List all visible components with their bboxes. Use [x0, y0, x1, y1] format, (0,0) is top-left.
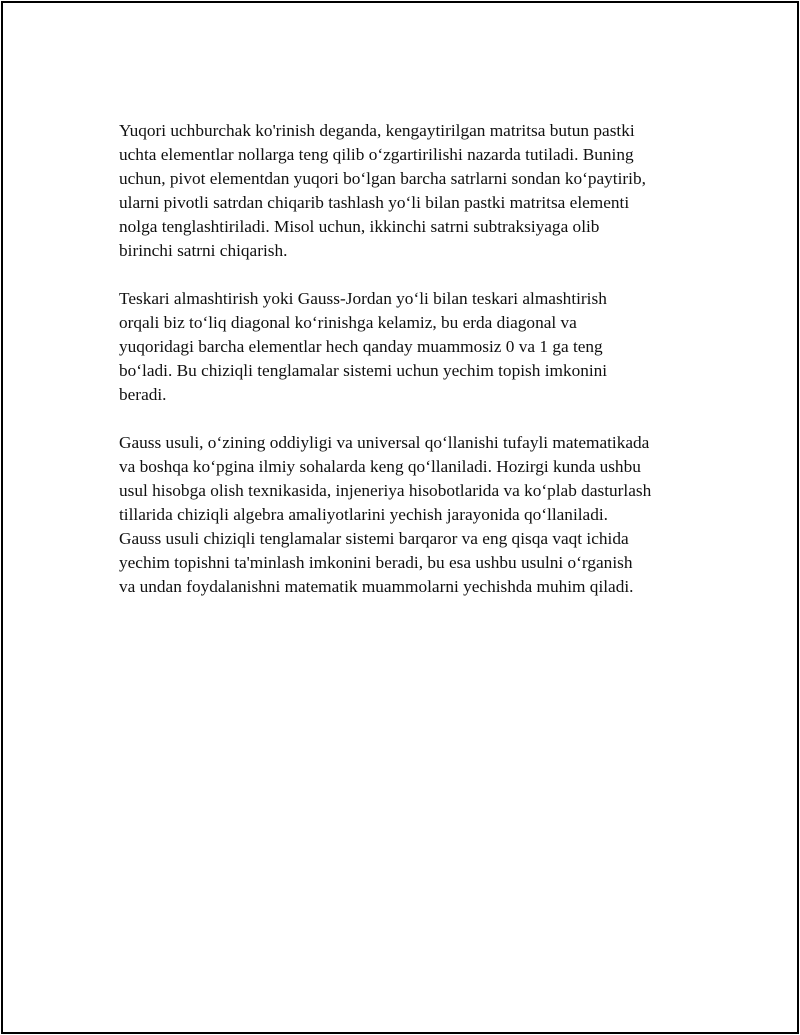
text-line: yechim topishni ta'minlash imkonini beradi, bu esa ushbu usulni o‘rganish: [119, 553, 633, 572]
text-line: beradi.: [119, 385, 167, 404]
text-line: tillarida chiziqli algebra amaliyotlarini yechish jarayonida qo‘llaniladi.: [119, 505, 608, 524]
paragraph-gauss-usage: [119, 431, 699, 599]
text-line: nolga tenglashtiriladi. Misol uchun, ikkinchi satrni subtraksiyaga olib: [119, 217, 600, 236]
text-line: yuqoridagi barcha elementlar hech qanday muammosiz 0 va 1 ga teng: [119, 337, 603, 356]
document-page: [1, 1, 799, 1034]
text-line: va undan foydalanishni matematik muammolarni yechishda muhim qiladi.: [119, 577, 634, 596]
text-line: birinchi satrni chiqarish.: [119, 241, 288, 260]
text-line: uchun, pivot elementdan yuqori bo‘lgan barcha satrlarni sondan ko‘paytirib,: [119, 169, 646, 188]
text-line: Yuqori uchburchak ko'rinish deganda, kengaytirilgan matritsa butun pastki: [119, 121, 635, 140]
text-line: orqali biz to‘liq diagonal ko‘rinishga kelamiz, bu erda diagonal va: [119, 313, 577, 332]
text-line: Gauss usuli, o‘zining oddiyligi va universal qo‘llanishi tufayli matematikada: [119, 433, 650, 452]
text-line: Gauss usuli chiziqli tenglamalar sistemi barqaror va eng qisqa vaqt ichida: [119, 529, 629, 548]
text-line: uchta elementlar nollarga teng qilib o‘zgartirilishi nazarda tutiladi. Buning: [119, 145, 634, 164]
text-line: va boshqa ko‘pgina ilmiy sohalarda keng qo‘llaniladi. Hozirgi kunda ushbu: [119, 457, 641, 476]
text-line: bo‘ladi. Bu chiziqli tenglamalar sistemi uchun yechim topish imkonini: [119, 361, 608, 380]
text-line: ularni pivotli satrdan chiqarib tashlash yo‘li bilan pastki matritsa elementi: [119, 193, 630, 212]
text-line: usul hisobga olish texnikasida, injeneriya hisobotlarida va ko‘plab dasturlash: [119, 481, 652, 500]
paragraph-gauss-jordan: [119, 287, 699, 407]
document-body: [119, 119, 699, 623]
text-line: Teskari almashtirish yoki Gauss-Jordan yo‘li bilan teskari almashtirish: [119, 289, 607, 308]
paragraph-upper-triangular: [119, 119, 699, 263]
